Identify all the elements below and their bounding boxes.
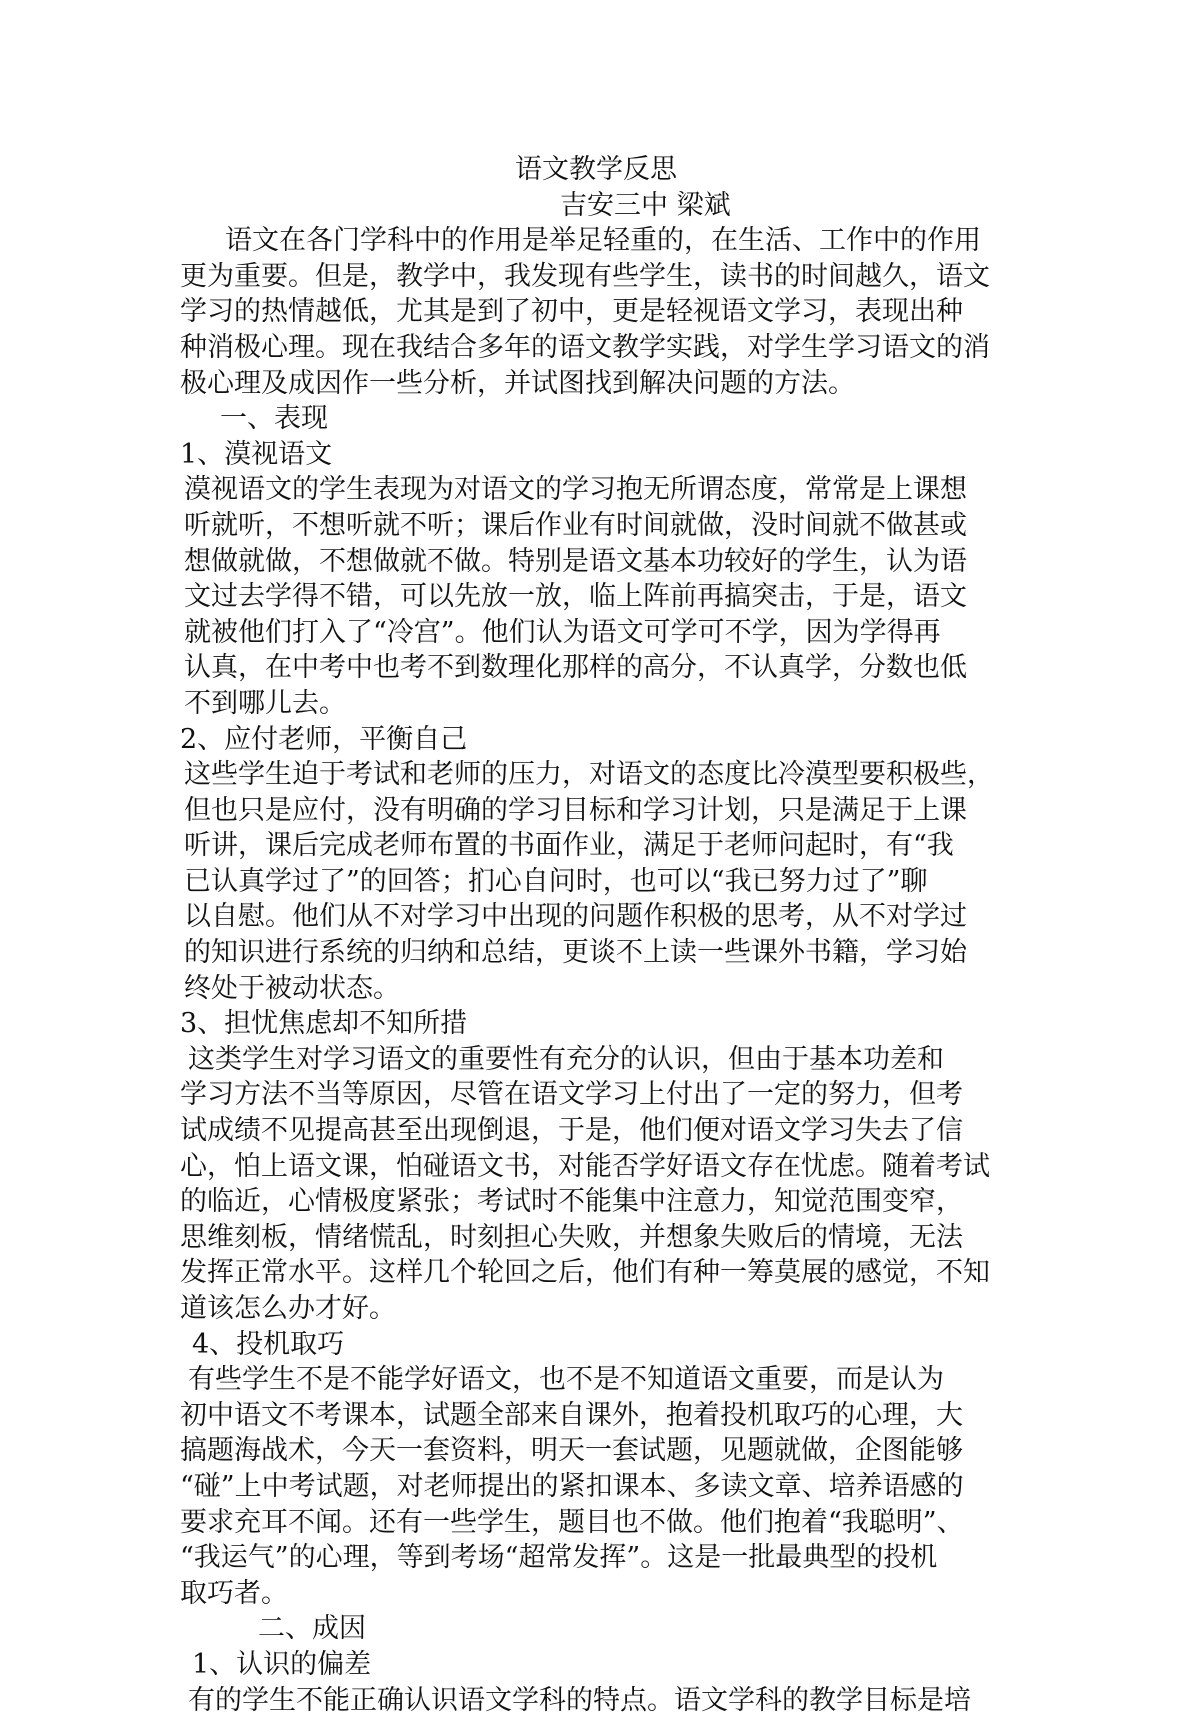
paragraph-line: 想做就做，不想做就不做。特别是语文基本功较好的学生，认为语 [184,545,967,577]
paragraph-line: 种消极心理。现在我结合多年的语文教学实践，对学生学习语文的消 [180,331,990,363]
paragraph-line: 初中语文不考课本，试题全部来自课外，抱着投机取巧的心理，大 [180,1399,963,1431]
paragraph-line: 更为重要。但是，教学中，我发现有些学生，读书的时间越久，语文 [180,260,990,292]
paragraph-line: 有的学生不能正确认识语文学科的特点。语文学科的教学目标是培 [188,1684,971,1716]
paragraph-line: 极心理及成因作一些分析，并试图找到解决问题的方法。 [180,367,855,399]
paragraph-line: 终处于被动状态。 [184,972,400,1004]
paragraph-line: 但也只是应付，没有明确的学习目标和学习计划，只是满足于上课 [184,794,967,826]
paragraph-line: 发挥正常水平。这样几个轮回之后，他们有种一筹莫展的感觉，不知 [180,1257,990,1289]
paragraph-line: 搞题海战术，今天一套资料，明天一套试题，见题就做，企图能够 [180,1435,963,1467]
paragraph-line: 已认真学过了”的回答；扪心自问时，也可以“我已努力过了”聊 [184,865,928,897]
paragraph-line: “我运气”的心理，等到考场“超常发挥”。这是一批最典型的投机 [180,1542,938,1574]
paragraph-line: 语文在各门学科中的作用是举足轻重的，在生活、工作中的作用 [225,225,981,257]
paragraph-line: 思维刻板，情绪慌乱，时刻担心失败，并想象失败后的情境，无法 [180,1221,963,1253]
paragraph-line: 的知识进行系统的归纳和总结，更谈不上读一些课外书籍，学习始 [184,937,967,969]
paragraph-line: 有些学生不是不能学好语文，也不是不知道语文重要，而是认为 [188,1364,944,1396]
paragraph-line: 听讲，课后完成老师布置的书面作业，满足于老师问起时，有“我 [184,830,954,862]
paragraph-line: “碰”上中考试题，对老师提出的紧扣课本、多读文章、培养语感的 [180,1470,964,1502]
paragraph-line: 认真，在中考中也考不到数理化那样的高分，不认真学，分数也低 [184,652,967,684]
paragraph-line: 心，怕上语文课，怕碰语文书，对能否学好语文存在忧虑。随着考试 [180,1150,990,1182]
document-body [180,152,1030,1718]
subsection-heading: 1、漠视语文 [180,438,333,470]
paragraph-line: 不到哪儿去。 [184,687,346,719]
paragraph-line: 就被他们打入了“冷宫”。他们认为语文可学可不学，因为学得再 [184,616,941,648]
subsection-heading: 1、认识的偏差 [192,1648,372,1680]
paragraph-line: 要求充耳不闻。还有一些学生，题目也不做。他们抱着“我聪明”、 [180,1506,964,1538]
paragraph-line: 取巧者。 [180,1577,288,1609]
paragraph-line: 文过去学得不错，可以先放一放，临上阵前再搞突击，于是，语文 [184,581,967,613]
subsection-heading: 2、应付老师，平衡自己 [180,723,468,755]
paragraph-line: 试成绩不见提高甚至出现倒退，于是，他们便对语文学习失去了信 [180,1115,963,1147]
document-author: 吉安三中 梁斌 [560,189,731,221]
paragraph-line: 道该怎么办才好。 [180,1293,396,1324]
subsection-heading: 4、投机取巧 [192,1328,345,1360]
paragraph-line: 这类学生对学习语文的重要性有充分的认识，但由于基本功差和 [188,1043,944,1075]
section-heading: 一、表现 [220,403,328,435]
paragraph-line: 听就听，不想听就不听；课后作业有时间就做，没时间就不做甚或 [184,509,967,541]
paragraph-line: 学习方法不当等原因，尽管在语文学习上付出了一定的努力，但考 [180,1079,963,1111]
paragraph-line: 以自慰。他们从不对学习中出现的问题作积极的思考，从不对学过 [184,901,967,933]
paragraph-line: 的临近，心情极度紧张；考试时不能集中注意力，知觉范围变窄， [180,1186,963,1218]
subsection-heading: 3、担忧焦虑却不知所措 [180,1008,468,1040]
paragraph-line: 漠视语文的学生表现为对语文的学习抱无所谓态度，常常是上课想 [184,474,967,506]
document-title: 语文教学反思 [515,154,677,185]
section-heading: 二、成因 [258,1613,366,1645]
paragraph-line: 这些学生迫于考试和老师的压力，对语文的态度比冷漠型要积极些， [184,759,994,791]
paragraph-line: 学习的热情越低，尤其是到了初中，更是轻视语文学习，表现出种 [180,296,963,328]
